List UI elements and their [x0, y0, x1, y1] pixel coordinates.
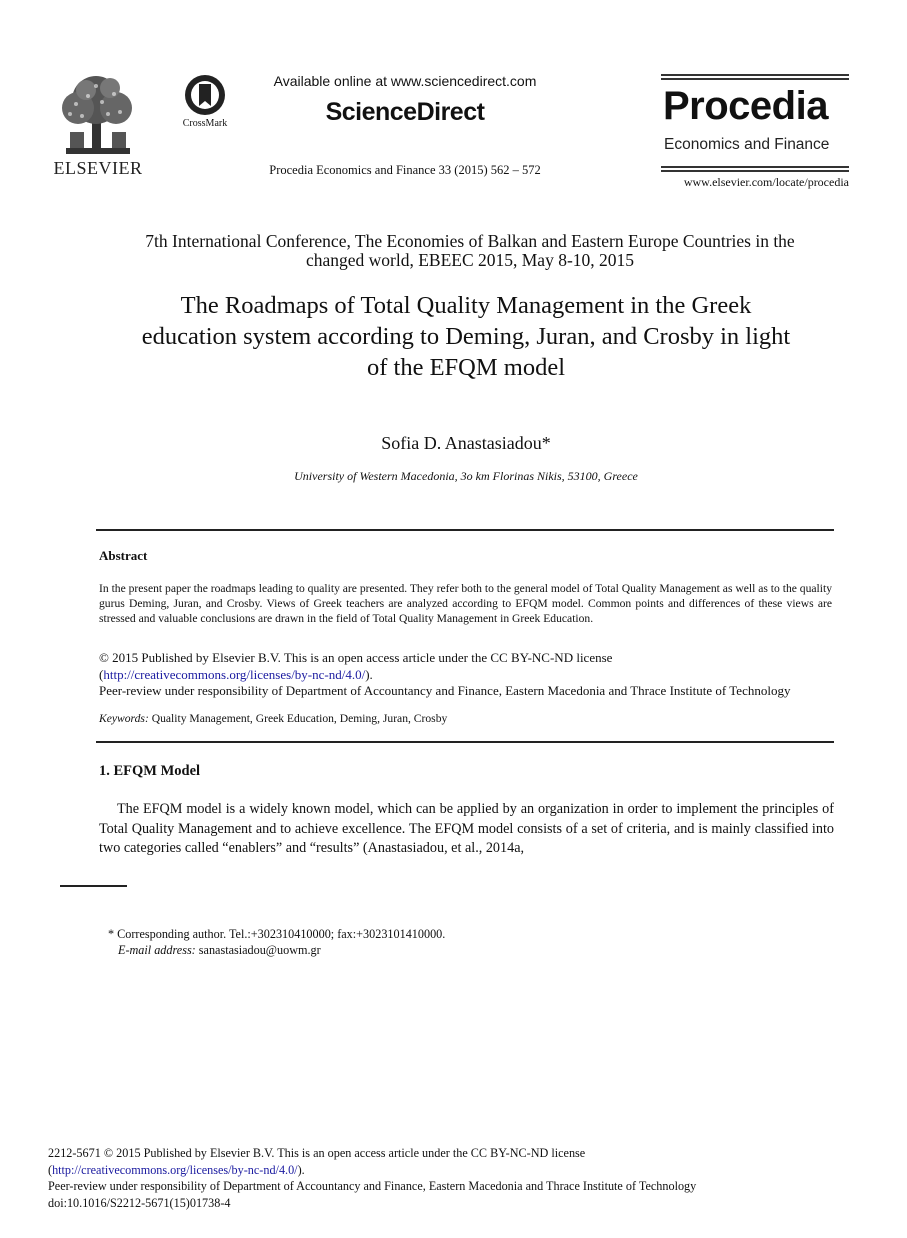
page-footer [48, 1145, 868, 1211]
abstract-bottom-rule [96, 741, 834, 743]
peer-review-line: Peer-review under responsibility of Department of Accountancy and Finance, Eastern Macedonia and Thrace Institute of Technology [99, 683, 791, 698]
author-name: Sofia D. Anastasiadou* [381, 433, 551, 453]
procedia-logo [661, 74, 849, 194]
conference-line: changed world, EBEEC 2015, May 8-10, 2015 [305, 250, 635, 270]
author-affiliation: University of Western Macedonia, 3o km Florinas Nikis, 53100, Greece [294, 469, 638, 483]
footnote-email-line [108, 942, 708, 958]
paren-close: ). [297, 1162, 305, 1177]
logo-rule-top [661, 74, 849, 76]
email-address[interactable]: sanastasiadou@uowm.gr [198, 943, 321, 957]
section-heading: 1. EFQM Model [99, 763, 201, 779]
logo-rule-bottom [661, 166, 849, 168]
footer-license-link[interactable]: http://creativecommons.org/licenses/by-nc-nd/4.0/ [52, 1162, 298, 1177]
journal-citation: Procedia Economics and Finance 33 (2015) 562 – 572 [269, 163, 541, 177]
license-url-line [99, 667, 839, 684]
footer-peer-review: Peer-review under responsibility of Department of Accountancy and Finance, Eastern Macedonia and Thrace Institute of Technology [48, 1179, 697, 1193]
license-line: © 2015 Published by Elsevier B.V. This is an open access article under the CC BY-NC-ND license [99, 650, 613, 665]
license-link[interactable]: http://creativecommons.org/licenses/by-nc-nd/4.0/ [103, 666, 366, 682]
sciencedirect-logo: ScienceDirect [325, 98, 485, 126]
license-block [99, 650, 839, 700]
title-line: of the EFQM model [366, 354, 566, 381]
title-line: education system according to Deming, Juran, and Crosby in light [141, 323, 791, 350]
footer-url-line [48, 1162, 868, 1179]
elsevier-tree-icon [56, 74, 140, 156]
paren-open: ( [99, 666, 104, 682]
crossmark-icon [172, 74, 238, 118]
abstract-top-rule [96, 529, 834, 531]
crossmark-badge[interactable] [172, 74, 238, 134]
keywords-list: Quality Management, Greek Education, Deming, Juran, Crosby [151, 712, 448, 725]
footer-license-line: 2212-5671 © 2015 Published by Elsevier B.V. This is an open access article under the CC BY-NC-ND license [48, 1146, 586, 1160]
procedia-title: Procedia [663, 84, 828, 128]
abstract-heading: Abstract [99, 548, 148, 563]
keywords [99, 712, 832, 725]
procedia-subtitle: Economics and Finance [664, 136, 830, 153]
footnote [108, 926, 708, 958]
logo-rule-bottom-2 [661, 170, 849, 172]
email-label: E-mail address: [118, 943, 196, 957]
title-line: The Roadmaps of Total Quality Management in the Greek [180, 292, 752, 319]
paper-title [96, 290, 836, 383]
logo-rule-top-2 [661, 78, 849, 80]
crossmark-label: CrossMark [182, 118, 228, 129]
footnote-rule [60, 885, 127, 887]
paren-close: ). [365, 666, 373, 682]
footnote-line: * Corresponding author. Tel.:+302310410000; fax:+3023101410000. [108, 927, 446, 941]
section-body-text: The EFQM model is a widely known model, which can be applied by an organization in order to implement the principles of Total Quality Management and to achieve excellence. The EFQM model consists of a set of criteria, and is mainly classified into two categories called “enablers” and “results” (Anastasiadou, et al., 2014a, [99, 801, 834, 856]
procedia-url[interactable]: www.elsevier.com/locate/procedia [683, 175, 849, 189]
available-online-text: Available online at www.sciencedirect.com [273, 73, 537, 89]
abstract-text: In the present paper the roadmaps leading to quality are presented. They refer both to the general model of Total Quality Management as well as to the quality gurus Deming, Juran, and Crosby. Views of Greek teachers are analyzed according to EFQM model. Common points and differences of these views are stressed and valuable conclusions are drawn in the field of Total Quality Management in Greek Education. [99, 582, 832, 625]
conference-info [100, 232, 840, 270]
paren-open: ( [48, 1162, 53, 1177]
footer-doi: doi:10.1016/S2212-5671(15)01738-4 [48, 1195, 231, 1210]
keywords-label: Keywords: [99, 712, 149, 725]
conference-line: 7th International Conference, The Economies of Balkan and Eastern Europe Countries in the [145, 231, 795, 251]
elsevier-logo [50, 74, 146, 178]
elsevier-wordmark: ELSEVIER [53, 158, 143, 178]
section-body [99, 800, 834, 859]
